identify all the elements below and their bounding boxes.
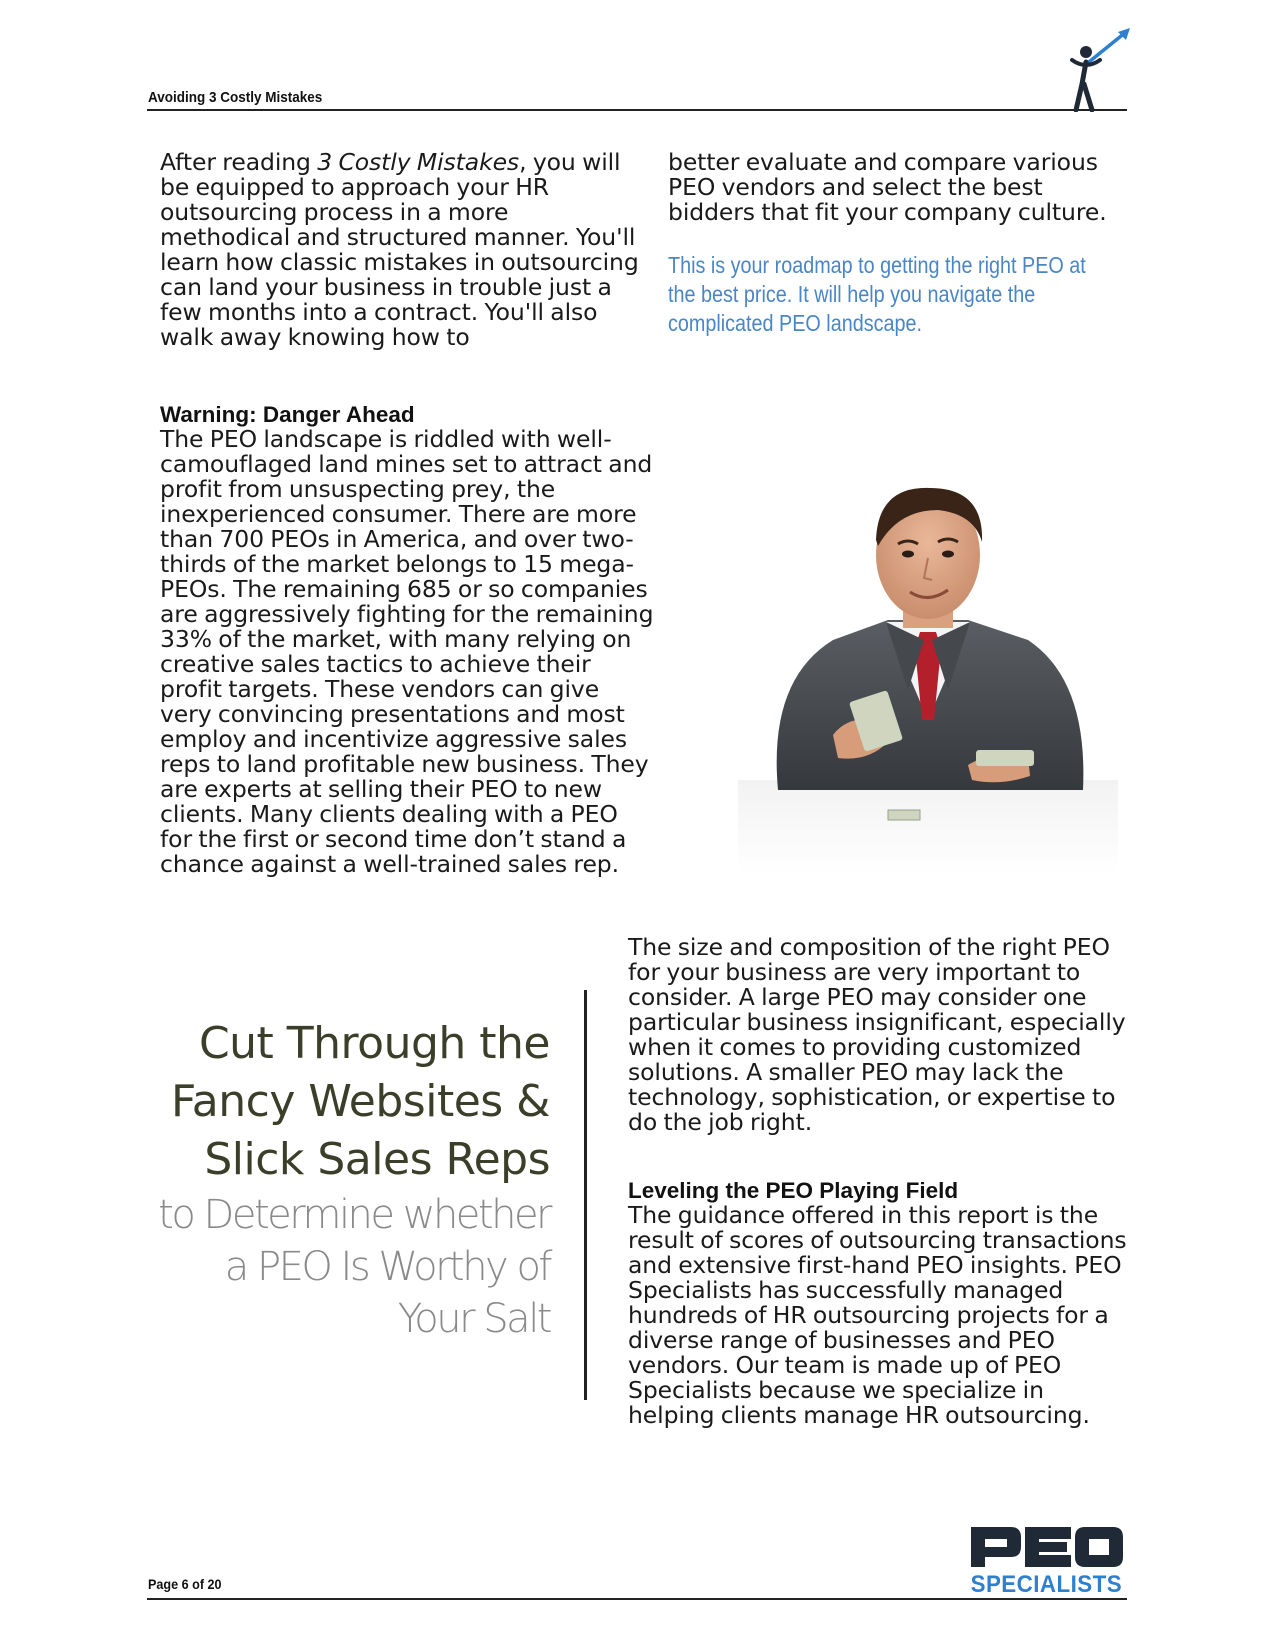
header-divider <box>147 109 1127 111</box>
businessman-holding-cash-photo <box>738 480 1118 874</box>
report-title-italic: 3 Costly Mistakes <box>317 148 520 176</box>
intro-body-text: , you will be equipped to approach your HR outsourcing process in a more methodical and structured manner. You'll learn how classic mistakes in outsourcing can land your business in trouble just a few months into a contract. You'll also walk away knowing how to <box>160 148 639 351</box>
intro-continuation: better evaluate and compare various PEO vendors and select the best bidders that fit your company culture. <box>668 148 1107 226</box>
person-arrow-icon <box>1070 26 1132 112</box>
logo-specialists-text: SPECIALISTS <box>970 1571 1123 1598</box>
peo-size-paragraph: The size and composition of the right PEO for your business are very important to consider. A large PEO may consider one particular business insignificant, especially when it comes to providing customized solutions. A smaller PEO may lack the technology, sophistication, or expertise to do the job right. <box>628 933 1126 1136</box>
warning-heading: Warning: Danger Ahead <box>160 402 415 427</box>
intro-lead-text: After reading <box>160 148 318 176</box>
pull-quote-line-2: Fancy Websites & <box>171 1076 550 1127</box>
pull-quote-line-1: Cut Through the <box>198 1018 550 1069</box>
pull-quote <box>130 1015 550 1345</box>
roadmap-callout: This is your roadmap to getting the right PEO at the best price. It will help you navigate the complicated PEO landscape. <box>668 252 1086 336</box>
leveling-paragraph: The guidance offered in this report is the result of scores of outsourcing transactions and extensive first-hand PEO insights. PEO Specialists has successfully managed hundreds of HR outsourcing projects for a diverse range of businesses and PEO vendors. Our team is made up of PEO Specialists because we specialize in helping clients manage HR outsourcing. <box>628 1201 1127 1429</box>
footer-divider <box>147 1598 1127 1600</box>
peo-logo-mark <box>965 1525 1125 1569</box>
pull-quote-line-4: to Determine whether <box>158 1192 550 1238</box>
pull-quote-line-3: Slick Sales Reps <box>204 1134 550 1185</box>
leveling-heading: Leveling the PEO Playing Field <box>628 1178 959 1203</box>
page-number: Page 6 of 20 <box>148 1576 222 1592</box>
pull-quote-divider <box>584 990 587 1400</box>
intro-paragraph <box>160 150 640 350</box>
pull-quote-line-6: Your Salt <box>397 1296 550 1342</box>
warning-paragraph: The PEO landscape is riddled with well-camouflaged land mines set to attract and profit from unsuspecting prey, the inexperienced consumer. There are more than 700 PEOs in America, and over two-thirds of the market belongs to 15 mega-PEOs. The remaining 685 or so companies are aggressively fighting for the remaining 33% of the market, with many relying on creative sales tactics to achieve their profit targets. These vendors can give very convincing presentations and most employ and incentivize aggressive sales reps to land profitable new business. They are experts at selling their PEO to new clients. Many clients dealing with a PEO for the first or second time don’t stand a chance against a well-trained sales rep. <box>160 425 654 878</box>
pull-quote-line-5: a PEO Is Worthy of <box>224 1244 550 1290</box>
header-title: Avoiding 3 Costly Mistakes <box>148 89 323 106</box>
peo-specialists-logo <box>965 1525 1125 1597</box>
